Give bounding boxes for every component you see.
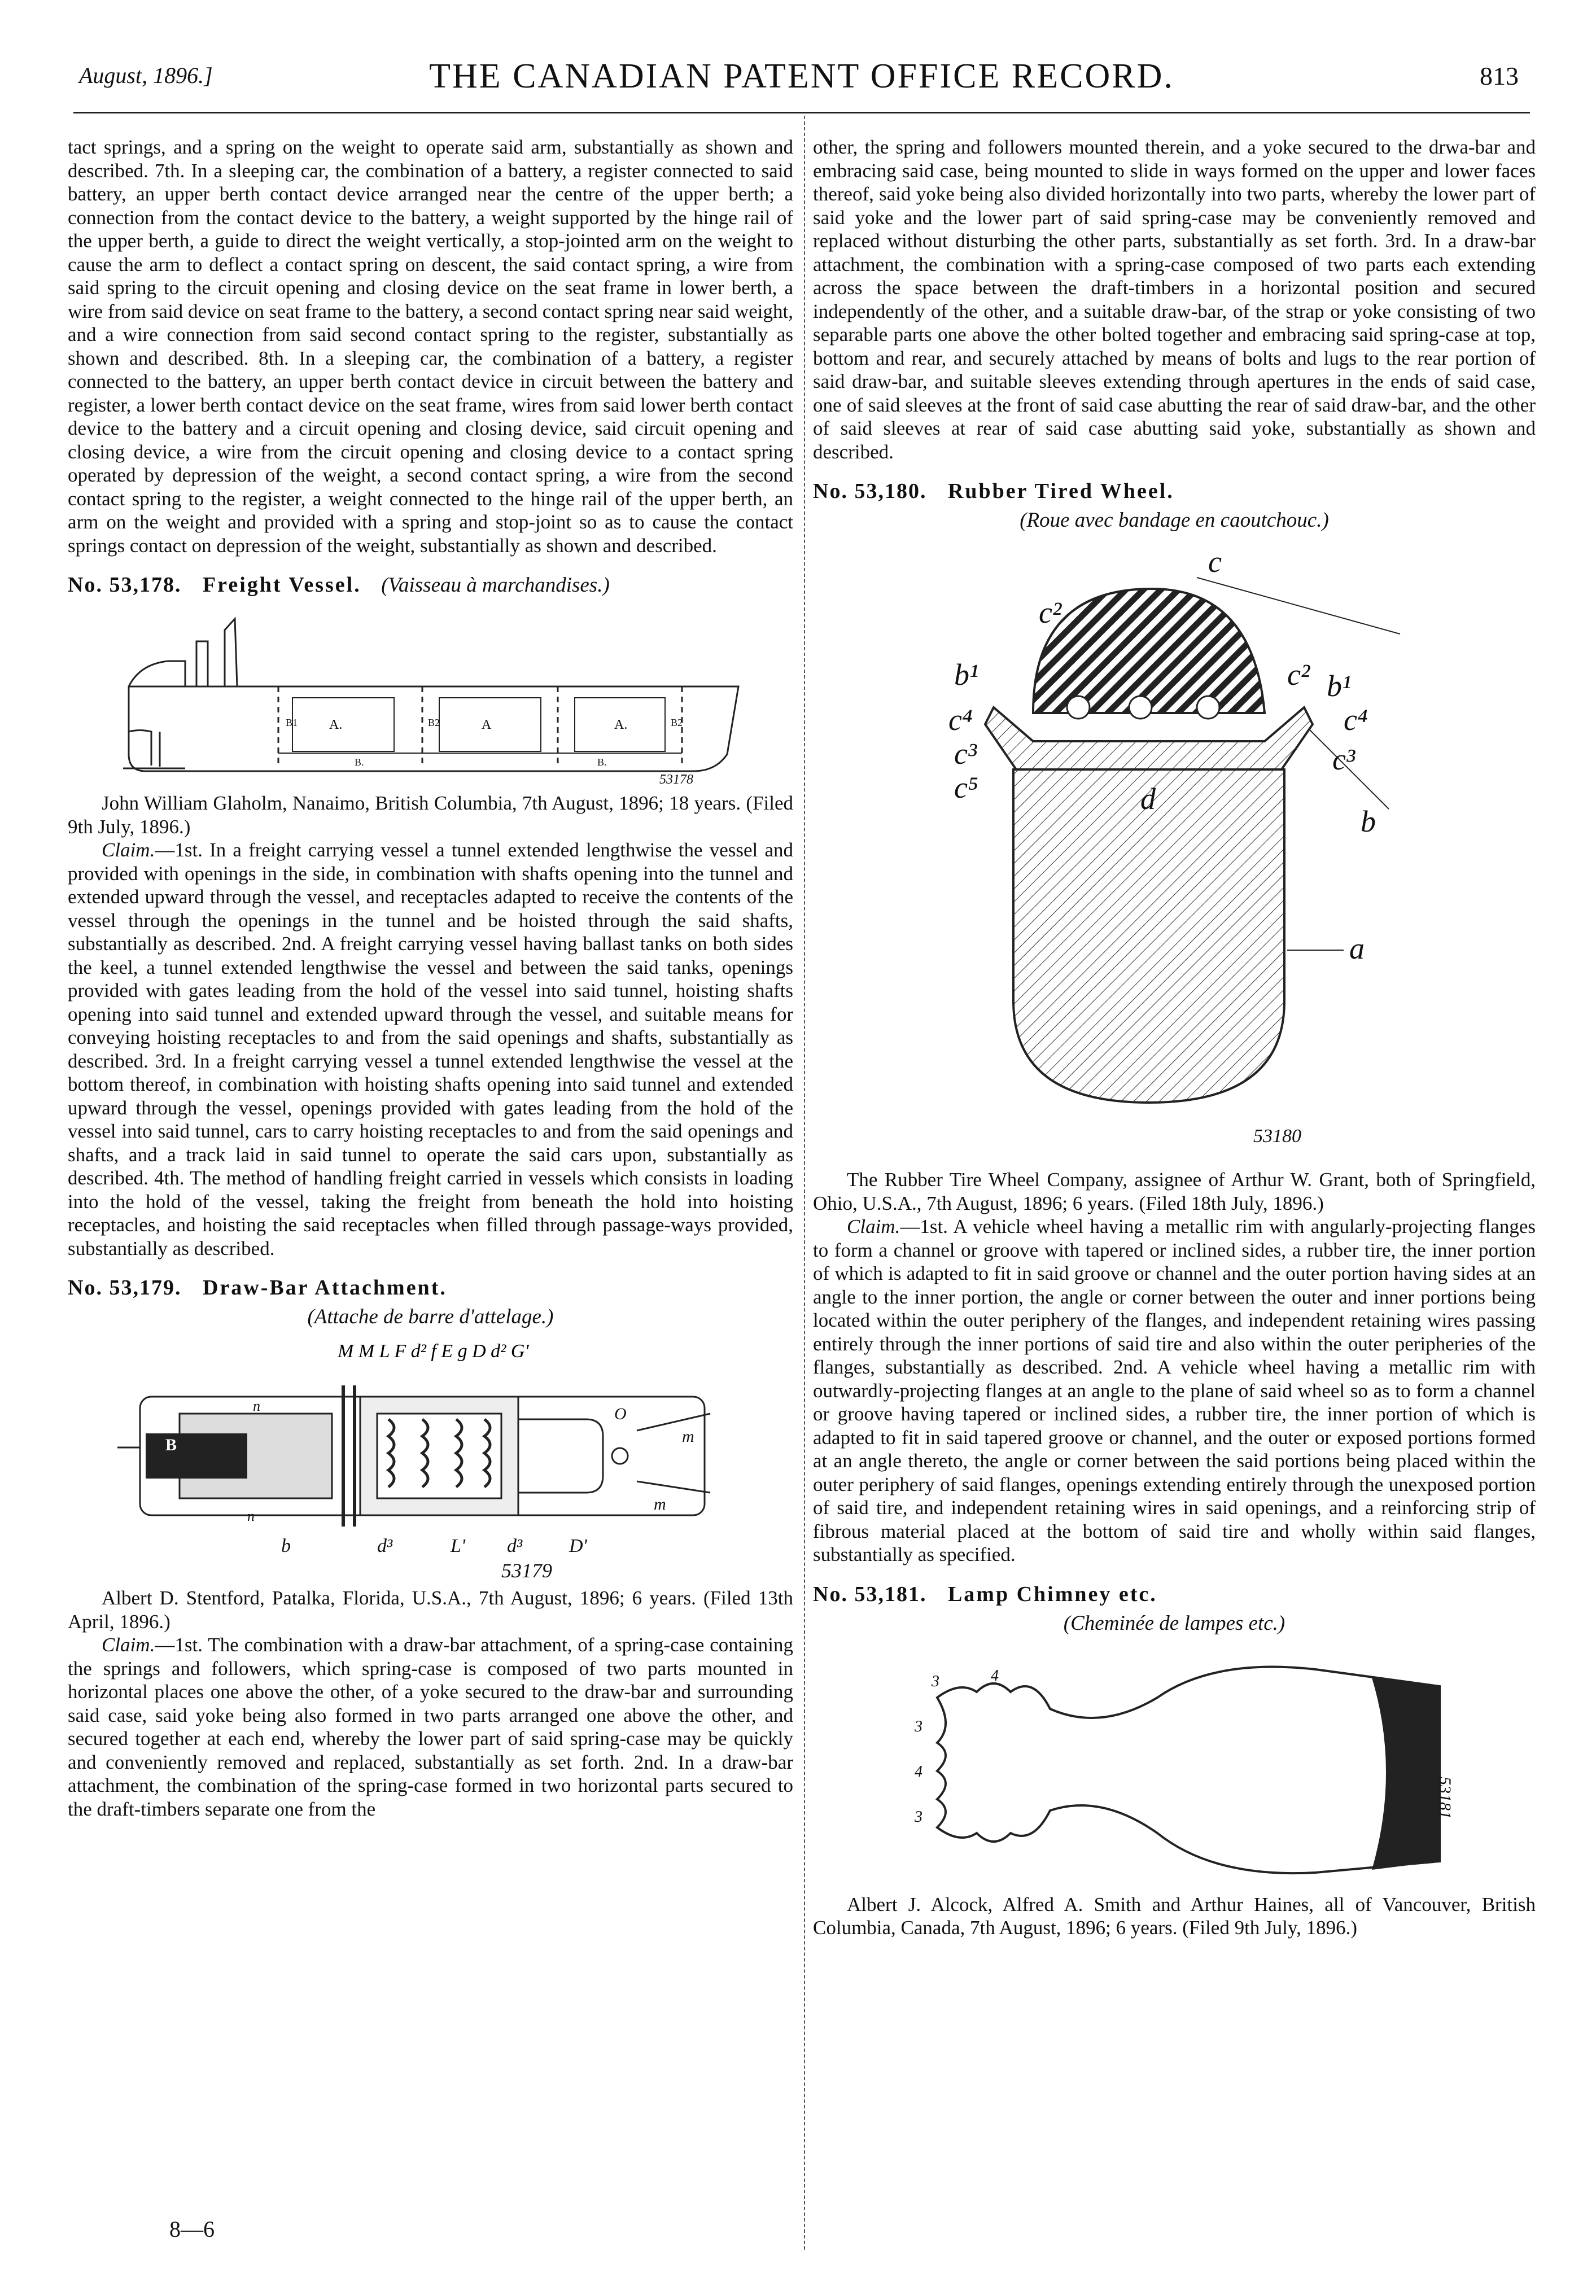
column-divider — [804, 116, 805, 2250]
patent-heading-53180 — [813, 478, 1536, 504]
label-c4b: c⁴ — [1344, 703, 1368, 737]
label-c2a: c² — [1039, 596, 1062, 629]
label-c5: c⁵ — [954, 771, 978, 804]
publication-title: THE CANADIAN PATENT OFFICE RECORD. — [429, 57, 1174, 95]
claim-label: Claim. — [847, 1215, 900, 1237]
label-b-bar: B — [165, 1436, 177, 1454]
claim-label: Claim. — [102, 1634, 155, 1656]
label-m2: m — [653, 1495, 666, 1514]
label-d: d — [1140, 782, 1156, 816]
label-n2: n — [247, 1508, 255, 1524]
patent-credit: John William Glaholm, Nanaimo, British Columbia, 7th August, 1896; 18 years. (Filed 9th July, 1896.) — [68, 792, 793, 838]
page-header — [73, 56, 1530, 107]
patent-claim — [68, 838, 793, 1260]
claim-text: —1st. A vehicle wheel having a metallic rim with angularly-projecting flanges to form a channel or groove with tapered or inclined sides, a rubber tire, the inner portion of which is adapted to fit in said groove or channel and the outer portion having sides at an angle to the inner portion, the angle or corner between the outer and inner portions being located within the outer periphery of the flanges, and independent retaining wires passing entirely through the inner portions of said tire and also within the outer peripheries of the flanges, substantially as described. 2nd. A vehicle wheel having a metallic rim with outwardly-projecting flanges at an angle to the plane of said wheel so as to form a channel or groove having tapered or inclined sides, a rubber tire, the inner portion of which is adapted to fit in said tapered groove or channel, and the outer or exposed portions formed at an angle thereto, the angle or corner between the said portions being placed within the outer periphery of said flanges, openings extending entirely through the unexposed portion of said tire, and independent retaining wires in said openings, and a reinforcing strip of fibrous material placed at the bottom of said tire and wholly within said flanges, substantially as specified. — [813, 1215, 1536, 1565]
patent-heading-53179 — [68, 1275, 793, 1301]
rubber-wheel-figure — [892, 538, 1457, 1165]
draw-bar-figure — [112, 1335, 750, 1583]
freight-vessel-figure — [106, 602, 755, 788]
label-b: b — [281, 1536, 291, 1556]
label-a: a — [1349, 931, 1365, 965]
label-m1: m — [681, 1427, 694, 1446]
patent-credit: Albert D. Stentford, Patalka, Florida, U.S.A., 7th August, 1896; 6 years. (Filed 13th April, 1896.) — [68, 1587, 793, 1633]
label-b5: B. — [597, 756, 607, 768]
signature-mark: 8—6 — [169, 2216, 215, 2242]
label-t4: 4 — [915, 1763, 922, 1781]
lamp-chimney-figure — [864, 1641, 1485, 1890]
issue-date: August, 1896.] — [79, 63, 213, 88]
label-n1: n — [252, 1398, 260, 1414]
label-b: b — [1361, 804, 1376, 838]
patent-french-name: (Cheminée de lampes etc.) — [1063, 1611, 1285, 1635]
label-d: D' — [569, 1536, 587, 1556]
patent-name: Rubber Tired Wheel. — [947, 479, 1174, 503]
label-c: c — [1208, 545, 1222, 579]
label-t2: 4 — [991, 1667, 999, 1685]
patent-number: No. 53,178. — [68, 573, 182, 597]
label-a2: A — [481, 718, 491, 732]
claim-label: Claim. — [102, 839, 155, 861]
left-column — [68, 135, 793, 1821]
label-t3: 3 — [915, 1717, 922, 1735]
patent-heading-53181 — [813, 1581, 1536, 1607]
label-t1: 3 — [932, 1672, 939, 1690]
patent-credit: The Rubber Tire Wheel Company, assignee of Arthur W. Grant, both of Springfield, Ohio, U.S.A., 7th August, 1896; 6 years. (Filed 18th July, 1896.) — [813, 1169, 1536, 1214]
patent-heading-53178 — [68, 572, 793, 598]
header-rule — [73, 112, 1530, 113]
patent-french-name: (Attache de barre d'attelage.) — [307, 1305, 554, 1328]
label-b1: B1 — [285, 717, 298, 728]
label-c3a: c³ — [954, 737, 977, 771]
label-b2: B2 — [427, 717, 440, 728]
label-c4a: c⁴ — [948, 703, 973, 737]
label-b4: B. — [354, 756, 364, 768]
patent-number: No. 53,180. — [813, 479, 927, 503]
figure-number: 53178 — [659, 772, 693, 787]
label-top-row: M M L F d² f E g D d² G' — [337, 1341, 529, 1362]
patent-number: No. 53,179. — [68, 1276, 182, 1300]
label-t5: 3 — [915, 1808, 922, 1826]
patent-claim — [813, 1215, 1536, 1567]
page-number: 813 — [1480, 62, 1519, 90]
figure-number: 53180 — [1253, 1126, 1301, 1147]
patent-claim — [68, 1633, 793, 1821]
figure-number: 53179 — [501, 1559, 552, 1582]
label-l: L' — [450, 1536, 465, 1556]
patent-name: Lamp Chimney etc. — [947, 1582, 1157, 1606]
figure-number: 53181 — [1436, 1776, 1454, 1819]
patent-french-name: (Vaisseau à marchandises.) — [381, 574, 610, 597]
patent-french-name: (Roue avec bandage en caoutchouc.) — [1020, 509, 1329, 532]
label-d3b: d³ — [506, 1536, 522, 1556]
patent-credit: Albert J. Alcock, Alfred A. Smith and Arthur Haines, all of Vancouver, British Columbia, Canada, 7th August, 1896; 6 years. (Filed 9th July, 1896.) — [813, 1893, 1536, 1939]
claim-text: —1st. In a freight carrying vessel a tunnel extended lengthwise the vessel and provided with openings in the side, in combination with shafts opening into the tunnel and extended upward through the vessel, and receptacles adapted to receive the contents of the vessel through the openings in the tunnel and be hoisted through the said shafts, substantially as described. 2nd. A freight carrying vessel having ballast tanks on both sides the keel, a tunnel extended lengthwise the vessel and between the said tanks, openings provided with gates leading from the hold of the vessel into said tunnel, hoisting shafts opening into said tunnel and extended upward through the vessel, and suitable means for conveying hoisting receptacles to and from the said openings and shafts, substantially as described. 3rd. In a freight carrying vessel a tunnel extended lengthwise the vessel at the bottom thereof, in combination with hoisting shafts opening into said tunnel and extended upward through the vessel, openings provided with gates leading from the hold of the vessel into said tunnel, cars to carry hoisting receptacles to and from the said openings and shafts, and a track laid in said tunnel to operate the said cars upon, substantially as described. 4th. The method of handling freight carried in vessels which consists in loading into the hold of the vessel, taking the freight from beneath the hold into hoisting receptacles, and hoisting the said receptacles when filled through passage-ways provided, substantially as described. — [68, 839, 793, 1259]
label-c3b: c³ — [1332, 742, 1355, 776]
label-d3a: d³ — [377, 1536, 392, 1556]
patent-name: Draw-Bar Attachment. — [202, 1276, 447, 1300]
label-b1b: b¹ — [1327, 669, 1352, 703]
patent-name: Freight Vessel. — [202, 573, 361, 597]
label-b3: B2 — [670, 717, 683, 728]
label-a1: A. — [329, 718, 342, 732]
patent-number: No. 53,181. — [813, 1582, 927, 1606]
right-column — [813, 135, 1536, 1940]
label-a3: A. — [614, 718, 627, 732]
claim-text: —1st. The combination with a draw-bar attachment, of a spring-case containing the springs and followers, which spring-case is composed of two parts mounted in horizontal places one above the other, of a yoke secured to the draw-bar and surrounding said case, said yoke being also formed in two parts arranged one above the other, and secured together at each end, whereby the lower part of said spring-case may be quickly and conveniently removed and replaced, substantially as set forth. 2nd. In a draw-bar attachment, the combination of the spring-case formed in two horizontal parts secured to the draft-timbers separate one from the — [68, 1634, 793, 1820]
continued-claims-text: tact springs, and a spring on the weight to operate said arm, substantially as shown and described. 7th. In a sleeping car, the combination of a battery, a register connected to said battery, an upper berth contact device arranged near the centre of the upper berth; a connection from the contact device to the battery, a weight supported by the hinge rail of the upper berth, a guide to direct the weight vertically, a stop-jointed arm on the weight to cause the arm to deflect a contact spring on descent, the said contact spring, a wire from said spring to the circuit opening and closing device on the seat frame in lower berth, a wire from said device on seat frame to the battery, a second contact spring near said weight, and a wire connection from said second contact spring to the register, substantially as shown and described. 8th. In a sleeping car, the combination of a battery, a register connected to the battery, an upper berth contact device in circuit between the battery and register, a lower berth contact device on the seat frame, wires from said lower berth contact device to the battery and a circuit opening and closing device, said circuit opening and closing device, a wire from the circuit opening and closing device to a contact spring operated by depression of the weight, a second contact spring, a wire from the second contact spring to the register, a weight connected to the hinge rail of the upper berth, an arm on the weight and provided with a spring and stop-joint so as to cause the contact springs contact on depression of the weight, substantially as shown and described. — [68, 136, 793, 557]
label-o: O — [614, 1405, 627, 1423]
label-c2b: c² — [1287, 658, 1310, 692]
label-b1a: b¹ — [954, 658, 979, 692]
continued-claims-text: other, the spring and followers mounted therein, and a yoke secured to the drwa-bar and embracing said case, being mounted to slide in ways formed on the upper and lower faces thereof, said yoke being also divided horizontally into two parts, whereby the lower part of said yoke and the lower part of said spring-case may be conveniently removed and replaced without disturbing the other parts, substantially as set forth. 3rd. In a draw-bar attachment, the combination with a spring-case composed of two parts each extending across the space between the draft-timbers in a horizontal position and secured independently of the other, and a suitable draw-bar, of the strap or yoke consisting of two separable parts one above the other bolted together and embracing said spring-case at top, bottom and rear, and securely attached by means of bolts and lugs to the rear portion of said draw-bar, and suitable sleeves extending through apertures in the ends of said case, one of said sleeves at the front of said case abutting the rear of said draw-bar, and the other of said sleeves at rear of said case abutting said yoke, substantially as shown and described. — [813, 136, 1536, 463]
